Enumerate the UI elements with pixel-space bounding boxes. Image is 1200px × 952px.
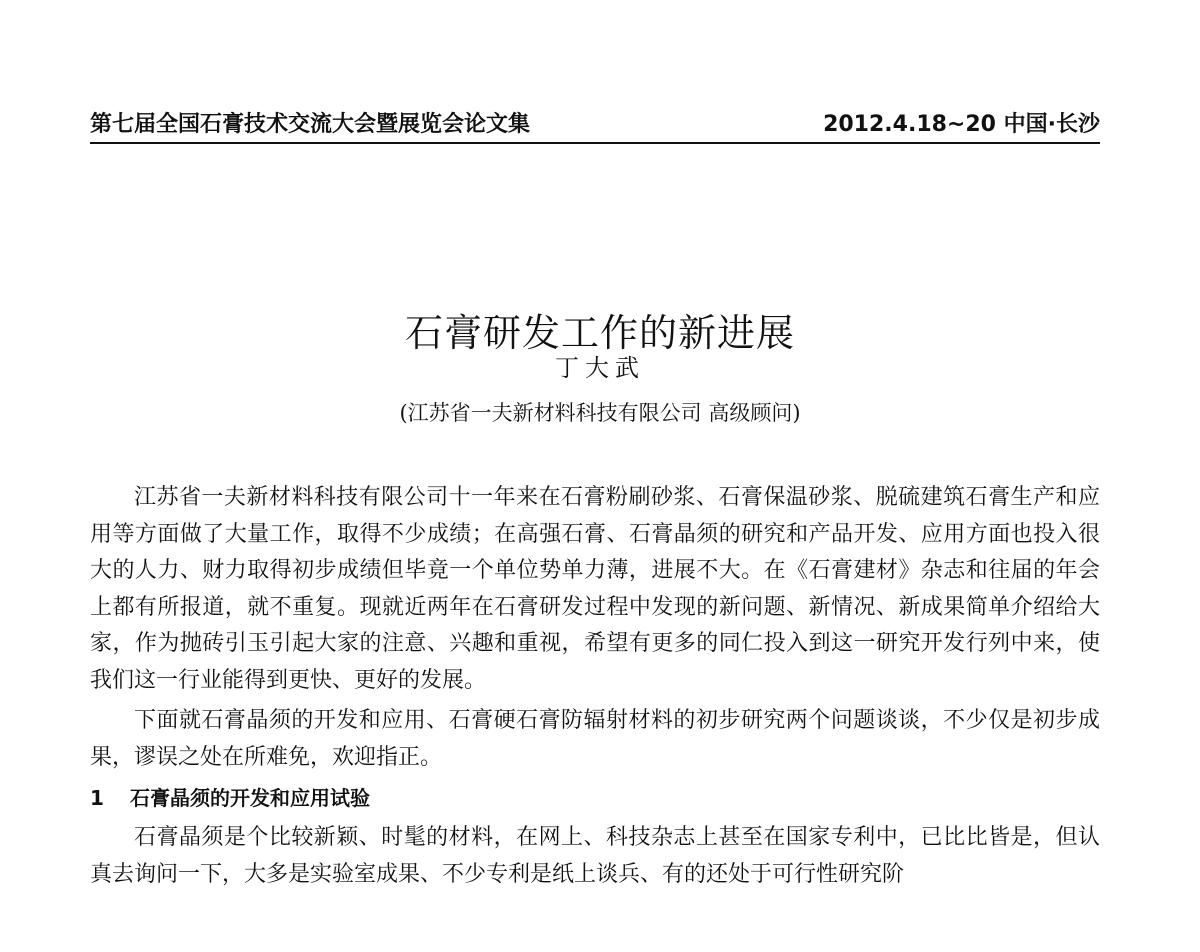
conference-date-location: 2012.4.18~20 中国·长沙 [823,112,1100,137]
section-1-title: 石膏晶须的开发和应用试验 [130,786,370,810]
intro-paragraph-1: 江苏省一夫新材料科技有限公司十一年来在石膏粉刷砂浆、石膏保温砂浆、脱硫建筑石膏生产和应用等方面做了大量工作，取得不少成绩；在高强石膏、石膏晶须的研究和产品开发、应用方面也投入很大的人力、财力取得初步成绩但毕竟一个单位势单力薄，进展不大。在《石膏建材》杂志和往届的年会上都有所报道，就不重复。现就近两年在石膏研发过程中发现的新问题、新情况、新成果简单介绍给大家，作为抛砖引玉引起大家的注意、兴趣和重视，希望有更多的同仁投入到这一研究开发行列中来，使我们这一行业能得到更快、更好的发展。 [90,485,1100,693]
section-1-heading [90,780,1100,816]
paper-author: 丁大武 [555,354,645,382]
proceedings-title: 第七届全国石膏技术交流大会暨展览会论文集 [90,112,531,137]
intro-paragraph-2: 下面就石膏晶须的开发和应用、石膏硬石膏防辐射材料的初步研究两个问题谈谈，不少仅是初步成果，谬误之处在所难免，欢迎指正。 [90,708,1100,770]
section-1-number: 1 [90,786,104,810]
body-text [90,480,1100,897]
section-1-paragraph: 石膏晶须是个比较新颖、时髦的材料，在网上、科技杂志上甚至在国家专利中，已比比皆是，但认真去询问一下，大多是实验室成果、不少专利是纸上谈兵、有的还处于可行性研究阶 [90,825,1100,887]
paper-title: 石膏研发工作的新进展 [404,311,795,356]
running-header [90,108,1100,144]
paper-affiliation: (江苏省一夫新材料科技有限公司 高级顾问) [399,401,801,425]
